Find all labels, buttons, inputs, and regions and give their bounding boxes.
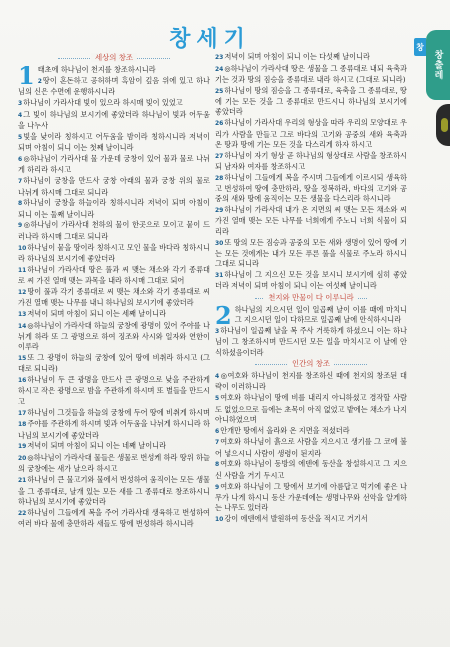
verse-number: 5 — [215, 395, 220, 403]
verse-number: 10 — [215, 515, 224, 523]
verse — [18, 243, 210, 265]
verse-number: 25 — [215, 87, 224, 95]
verse — [18, 353, 210, 375]
verse — [215, 118, 407, 150]
verse-number: 15 — [18, 355, 27, 363]
verse — [215, 173, 407, 205]
verse-text: 하나님이 가라사대 우리의 형상을 따라 우리의 모양대로 우리가 사람을 만들고 그로 바다의 고기와 공중의 새와 육축과 온 땅과 땅에 기는 모든 것을 다스리게 하자 하시고 — [215, 118, 407, 149]
verse — [18, 508, 210, 530]
verse-number: 3 — [215, 327, 220, 335]
verse — [18, 309, 210, 320]
verse-number: 31 — [215, 271, 224, 279]
verse-text: ◎하나님이 가라사대 물 가운데 궁창이 있어 물과 물로 나뉘게 하리라 하시고 — [18, 154, 210, 175]
verse-number: 30 — [215, 239, 224, 247]
verse — [18, 198, 210, 220]
verse-number: 16 — [18, 377, 27, 385]
verse-number: 6 — [215, 427, 220, 435]
verse-text: 하나님이 뭍을 땅이라 칭하시고 모인 물을 바다라 칭하시니라 하나님의 보시기에 좋았더라 — [18, 242, 210, 263]
verse-text: ◎하나님이 가라사대 하늘의 궁창에 광명이 있어 주야를 나뉘게 하라 또 그 광명으로 하여 징조와 사시와 일자와 연한이 이루라 — [18, 320, 210, 352]
book-tab[interactable]: 창 — [414, 38, 426, 56]
verse-text: 하나님이 두 큰 광명을 만드사 큰 광명으로 낮을 주관하게 하시고 작은 광명으로 밤을 주관하게 하시며 또 별들을 만드시고 — [18, 375, 210, 406]
verse-number: 28 — [215, 174, 224, 182]
verse — [18, 287, 210, 309]
right-column — [215, 52, 407, 639]
verse — [215, 151, 407, 173]
verse — [18, 110, 210, 132]
verse — [215, 64, 407, 86]
verse-text: 하나님이 자기 형상 곧 하나님의 형상대로 사람을 창조하시되 남자와 여자를 창조하시고 — [215, 150, 407, 171]
verse-number: 27 — [215, 152, 224, 160]
section-heading-text: 인간의 창조 — [288, 359, 334, 368]
verse-number: 19 — [18, 443, 27, 451]
verse — [18, 132, 210, 154]
verse-text: 빛을 낮이라 칭하시고 어두움을 밤이라 칭하시니라 저녁이 되며 아침이 되니 이는 첫째 날이니라 — [18, 132, 210, 153]
verse-text: 땅이 혼돈하고 공허하며 흑암이 깊음 위에 있고 하나님의 신은 수면에 운행하시니라 — [18, 76, 210, 97]
verse — [18, 375, 210, 407]
verse-text: 하나님이 땅의 짐승을 그 종류대로, 육축을 그 종류대로, 땅에 기는 모든 것을 그 종류대로 만드시니 하나님의 보시기에 좋았더라 — [215, 85, 407, 117]
verse — [215, 52, 407, 63]
verse-number: 12 — [18, 288, 27, 296]
verse-number: 7 — [18, 178, 23, 186]
verse — [215, 326, 407, 358]
verse — [215, 371, 407, 393]
verse-text: ◎하나님이 가라사대 천하의 물이 한곳으로 모이고 뭍이 드러나라 하시매 그대로 되니라 — [18, 220, 210, 241]
verse-number: 23 — [215, 54, 224, 61]
verse-text: 또 그 광명이 하늘의 궁창에 있어 땅에 비취라 하시고 (그대로 되니라) — [18, 353, 210, 374]
verse-text: 저녁이 되며 아침이 되니 이는 네째 날이니라 — [27, 441, 167, 451]
verse — [18, 475, 210, 507]
verse — [215, 238, 407, 270]
verse-number: 10 — [18, 244, 27, 252]
verse-text: 하나님이 큰 물고기와 물에서 번성하여 움직이는 모든 생물을 그 종류대로, 날개 있는 모든 새를 그 종류대로 창조하시니 하나님의 보시기에 좋았더라 — [18, 475, 210, 506]
verse — [215, 437, 407, 459]
verse-text: 태초에 하나님이 천지를 창조하시니라 — [37, 65, 156, 75]
verse-text: 여호와 하나님이 흙으로 사람을 지으시고 생기를 그 코에 불어 넣으시니 사람이 생령이 된지라 — [215, 437, 407, 458]
verse-number: 18 — [18, 421, 27, 429]
verse-text: ◎하나님이 가라사대 물들은 생물로 번성케 하라 땅위 하늘의 궁창에는 새가 날으라 하시고 — [18, 453, 210, 474]
verse-text: 하나님의 지으시던 일이 일곱째 날이 이를 때에 마치니 그 지으시던 일이 다하므로 일곱째 날에 안식하시니라 — [234, 304, 407, 325]
verse-text: 여호와 하나님이 동방의 에덴에 동산을 창설하시고 그 지으신 사람을 거기 두시고 — [215, 459, 407, 480]
verse — [215, 270, 407, 292]
verse-text: ◎하나님이 가라사대 땅은 생물을 그 종류대로 내되 육축과 기는 것과 땅의 짐승을 종류대로 내라 하시고 (그대로 되니라) — [215, 63, 407, 85]
verse-text: 강이 에덴에서 발원하여 동산을 적시고 거기서 — [224, 513, 368, 523]
section-heading — [18, 53, 210, 63]
verse-text: 하나님이 궁창을 하늘이라 칭하시니라 저녁이 되며 아침이 되니 이는 둘째 날이니라 — [18, 198, 210, 219]
verse-number: 5 — [18, 134, 23, 142]
verse-number: 2 — [37, 78, 42, 86]
section-heading — [215, 359, 407, 369]
verse — [215, 482, 407, 514]
section-heading-text: 천지와 만물이 다 이루니라 — [264, 293, 358, 302]
verse-text: 또 땅의 모든 짐승과 공중의 모든 새와 생명이 있어 땅에 기는 모든 것에게는 내가 모든 푸른 풀을 식물로 주노라 하시니 그대로 되니라 — [215, 237, 407, 269]
ribbon-marker — [436, 104, 450, 146]
verse — [18, 76, 210, 98]
verse-number: 24 — [215, 65, 224, 73]
verse-text: 하나님이 가라사대 땅은 풀과 씨 맺는 채소와 각기 종류대로 씨 가진 열매 맺는 과목을 내라 하시매 그대로 되어 — [18, 264, 210, 285]
verse — [18, 265, 210, 287]
verse-number: 14 — [18, 322, 27, 330]
verse-number: 13 — [18, 310, 27, 318]
verse-number: 7 — [215, 439, 220, 447]
verse-text: 저녁이 되며 아침이 되니 이는 세째 날이니라 — [27, 308, 167, 318]
verse — [18, 321, 210, 353]
book-title: 창세기 — [169, 27, 251, 52]
verse-number: 4 — [18, 111, 23, 119]
chapter-number: 1 — [18, 61, 35, 91]
verse-number: 17 — [18, 409, 27, 417]
verse-number: 9 — [215, 483, 220, 491]
verse-number: 6 — [18, 156, 23, 164]
verse-text: 주야를 주관하게 하시며 빛과 어두움을 나뉘게 하시니라 하나님의 보시기에 좋았더라 — [18, 419, 210, 440]
verse — [18, 220, 210, 242]
verse-text: 하나님이 그들에게 복을 주시며 그들에게 이르시되 생육하고 번성하여 땅에 충만하라, 땅을 정복하라, 바다의 고기와 공중의 새와 땅에 움직이는 모든 생물을 다스리라 하시니라 — [215, 172, 407, 204]
verse-text: 하나님이 가라사대 내가 온 지면의 씨 맺는 모든 채소와 씨 가진 열매 맺는 모든 나무를 너희에게 주노니 너희 식물이 되리라 — [215, 205, 407, 236]
verse — [215, 426, 407, 437]
verse-number: 29 — [215, 207, 224, 215]
verse-number: 21 — [18, 477, 27, 485]
side-tab-label: 창출레 — [432, 50, 443, 80]
verse-number: 26 — [215, 120, 224, 128]
verse-number: 22 — [18, 509, 27, 517]
verse — [215, 205, 407, 237]
verse-text: 안개만 땅에서 올라와 온 지면을 적셨더라 — [220, 425, 350, 435]
verse — [18, 176, 210, 198]
verse-number: 3 — [18, 100, 23, 108]
verse — [215, 459, 407, 481]
verse-number: 11 — [18, 266, 27, 274]
verse-number: 20 — [18, 455, 27, 463]
verse — [18, 441, 210, 452]
verse-text: ◎여호와 하나님이 천지를 창조하신 때에 천지의 창조된 대략이 이러하니라 — [215, 371, 407, 392]
verse-text: 하나님이 그것들을 하늘의 궁창에 두어 땅에 비취게 하시며 — [27, 407, 210, 417]
verse-number: 8 — [18, 200, 23, 208]
left-column — [18, 52, 210, 639]
verse-text: 하나님이 가라사대 빛이 있으라 하시매 빛이 있었고 — [23, 98, 183, 108]
verse-text: 하나님이 일곱째 날을 복 주사 거룩하게 하셨으니 이는 하나님이 그 창조하시며 만드시던 모든 일을 마치시고 이 날에 안식하셨음이더라 — [215, 325, 407, 357]
verse-text: 여호와 하나님이 땅에 비를 내리지 아니하셨고 경작할 사람도 없었으므로 들에는 초목이 아직 없었고 밭에는 채소가 나지 아니하였으며 — [215, 393, 407, 424]
section-heading-text: 세상의 창조 — [91, 53, 137, 62]
verse — [215, 300, 407, 330]
verse — [18, 419, 210, 441]
verse — [18, 98, 210, 109]
verse-text: 그 빛이 하나님의 보시기에 좋았더라 하나님이 빛과 어두움을 나누사 — [18, 109, 210, 131]
verse-number: 8 — [215, 461, 220, 469]
verse-text: 땅이 풀과 각기 종류대로 씨 맺는 채소와 각기 종류대로 씨 가진 열매 맺는 나무를 내니 하나님의 보시기에 좋았더라 — [18, 286, 210, 308]
verse-text: 하나님이 궁창을 만드사 궁창 아래의 물과 궁창 위의 물로 나뉘게 하시매 그대로 되니라 — [18, 176, 210, 197]
section-heading — [215, 293, 407, 303]
verse-text: 하나님이 그 지으신 모든 것을 보시니 보시기에 심히 좋았더라 저녁이 되며 아침이 되니 이는 여섯째 날이니라 — [215, 269, 407, 291]
chapter-number: 2 — [215, 300, 232, 330]
verse — [215, 514, 407, 525]
verse — [18, 408, 210, 419]
verse-text: 여호와 하나님이 그 땅에서 보기에 아름답고 먹기에 좋은 나무가 나게 하시니 동산 가운데에는 생명나무와 선악을 알게하는 나무도 있더라 — [215, 481, 407, 513]
verse-text: 저녁이 되며 아침이 되니 이는 다섯째 날이니라 — [224, 52, 370, 61]
verse-text: 하나님이 그들에게 복을 주어 가라사대 생육하고 번성하여 여러 바다 물에 충만하라 새들도 땅에 번성하라 하시니라 — [18, 507, 210, 528]
side-index-tab[interactable] — [426, 30, 450, 100]
verse — [18, 453, 210, 475]
verse-number: 9 — [18, 222, 23, 230]
verse — [215, 86, 407, 118]
verse — [215, 393, 407, 425]
verse — [18, 154, 210, 176]
verse-number: 4 — [215, 373, 220, 381]
